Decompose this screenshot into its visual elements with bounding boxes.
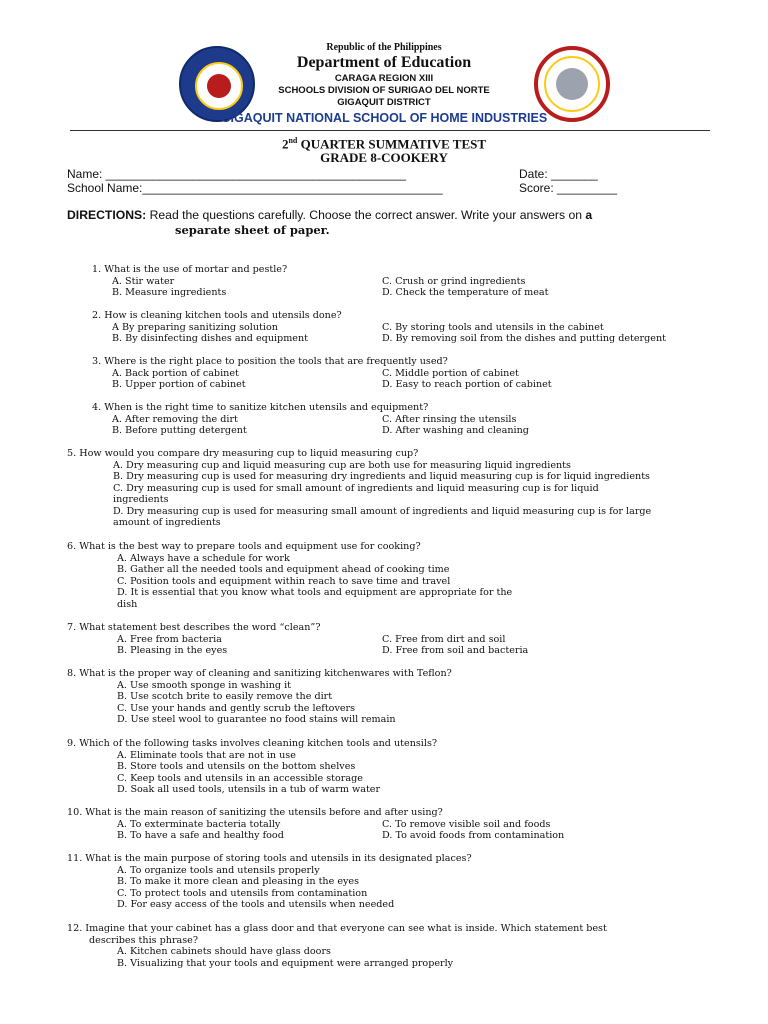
answer-option: amount of ingredients	[113, 517, 221, 528]
answer-option: B. To have a safe and healthy food	[117, 830, 284, 841]
answer-option: B. To make it more clean and pleasing in the eyes	[117, 876, 360, 887]
question-text: 11. What is the main purpose of storing tools and utensils in its designated places?	[67, 853, 472, 864]
question-text: 9. Which of the following tasks involves cleaning kitchen tools and utensils?	[67, 738, 438, 749]
answer-option: C. After rinsing the utensils	[382, 413, 517, 425]
republic-line: Republic of the Philippines	[326, 42, 442, 53]
question-text: 6. What is the best way to prepare tools and equipment use for cooking?	[67, 541, 421, 552]
answer-option: D. Use steel wool to guarantee no food stains will remain	[117, 714, 396, 725]
answer-option: D. To avoid foods from contamination	[382, 830, 565, 841]
answer-option: D. Soak all used tools, utensils in a tub of warm water	[117, 784, 381, 795]
question-text: 5. How would you compare dry measuring cup to liquid measuring cup?	[67, 448, 419, 459]
answer-option: A. Back portion of cabinet	[112, 367, 239, 379]
answer-option: C. To protect tools and utensils from contamination	[117, 887, 368, 899]
division-line: SCHOOLS DIVISION OF SURIGAO DEL NORTE	[278, 85, 490, 96]
answer-option: A. Stir water	[112, 275, 175, 287]
answer-option: D. For easy access of the tools and utensils when needed	[117, 899, 395, 910]
answer-option: B. Measure ingredients	[112, 287, 227, 298]
directions: DIRECTIONS: Read the questions carefully. Choose the correct answer. Write your answers on a	[67, 208, 593, 222]
test-title: 2nd QUARTER SUMMATIVE TEST	[281, 136, 487, 152]
answer-option: A. Free from bacteria	[117, 633, 222, 645]
header-rule	[70, 130, 710, 131]
answer-option: D. It is essential that you know what tools and equipment are appropriate for the	[117, 587, 513, 598]
score-field[interactable]: Score: _________	[519, 181, 618, 195]
date-field[interactable]: Date: _______	[519, 167, 598, 181]
department-title: Department of Education	[296, 54, 472, 71]
region-line: CARAGA REGION XIII	[334, 73, 434, 84]
answer-option: B. Pleasing in the eyes	[117, 645, 228, 656]
answer-option: A. Use smooth sponge in washing it	[117, 679, 291, 691]
question-text: 4. When is the right time to sanitize kitchen utensils and equipment?	[92, 402, 429, 413]
question-text: 1. What is the use of mortar and pestle?	[92, 264, 288, 275]
answer-option: C. By storing tools and utensils in the cabinet	[382, 321, 604, 333]
answer-option: A. Kitchen cabinets should have glass doors	[117, 946, 331, 957]
school-name-field[interactable]: School Name:_____________________________________________	[67, 181, 443, 195]
answer-option: dish	[117, 598, 138, 610]
answer-option: B. Before putting detergent	[112, 425, 247, 436]
answer-option: A. To exterminate bacteria totally	[117, 818, 281, 830]
answer-option: D. Dry measuring cup is used for measuring small amount of ingredients and liquid measuring cup is for large	[113, 505, 652, 517]
answer-option: B. Upper portion of cabinet	[112, 379, 246, 390]
answer-option: B. By disinfecting dishes and equipment	[112, 333, 309, 344]
answer-option: C. Dry measuring cup is used for small amount of ingredients and liquid measuring cup is for liquid	[113, 482, 599, 494]
answer-option: A. Always have a schedule for work	[117, 552, 290, 564]
answer-option: D. Easy to reach portion of cabinet	[382, 379, 552, 390]
answer-option: C. Crush or grind ingredients	[382, 275, 526, 287]
school-name-heading: GIGAQUIT NATIONAL SCHOOL OF HOME INDUSTRIES	[220, 111, 548, 125]
directions-line2: separate sheet of paper.	[175, 223, 330, 237]
answer-option: C. Position tools and equipment within reach to save time and travel	[117, 575, 451, 587]
answer-option: C. Use your hands and gently scrub the leftovers	[117, 702, 356, 714]
answer-option: B. Use scotch brite to easily remove the dirt	[117, 691, 333, 702]
name-field[interactable]: Name: _____________________________________________	[67, 167, 406, 181]
answer-option: B. Gather all the needed tools and equipment ahead of cooking time	[117, 564, 450, 575]
answer-option: A. Eliminate tools that are not in use	[117, 749, 296, 761]
answer-option: B. Store tools and utensils on the bottom shelves	[117, 761, 356, 772]
answer-option: B. Visualizing that your tools and equipment were arranged properly	[117, 957, 454, 969]
answer-option: A. To organize tools and utensils properly	[117, 864, 320, 876]
answer-option: C. Middle portion of cabinet	[382, 367, 519, 379]
answer-option: D. By removing soil from the dishes and putting detergent	[382, 333, 666, 344]
answer-option: D. Free from soil and bacteria	[382, 645, 529, 656]
question-text: 3. Where is the right place to position the tools that are frequently used?	[92, 356, 448, 367]
answer-option: B. Dry measuring cup is used for measuring dry ingredients and liquid measuring cup is for liquid ingredients	[113, 471, 650, 482]
answer-option: ingredients	[113, 494, 169, 505]
answer-option: A. Dry measuring cup and liquid measuring cup are both use for measuring liquid ingredients	[113, 459, 571, 471]
answer-option: C. Free from dirt and soil	[382, 633, 506, 645]
district-line: GIGAQUIT DISTRICT	[337, 97, 431, 108]
answer-option: A. After removing the dirt	[112, 413, 238, 425]
answer-option: A By preparing sanitizing solution	[112, 321, 278, 333]
question-text: 10. What is the main reason of sanitizing the utensils before and after using?	[67, 807, 443, 818]
grade-title: GRADE 8-COOKERY	[320, 150, 448, 165]
question-text: 2. How is cleaning kitchen tools and utensils done?	[92, 310, 342, 321]
question-text-cont: describes this phrase?	[89, 934, 199, 946]
answer-option: C. To remove visible soil and foods	[382, 818, 551, 830]
question-text: 8. What is the proper way of cleaning and sanitizing kitchenwares with Teflon?	[67, 668, 452, 679]
answer-option: D. After washing and cleaning	[382, 425, 529, 436]
question-text: 7. What statement best describes the word “clean”?	[67, 622, 321, 633]
answer-option: D. Check the temperature of meat	[382, 287, 549, 298]
answer-option: C. Keep tools and utensils in an accessible storage	[117, 772, 363, 784]
question-text: 12. Imagine that your cabinet has a glass door and that everyone can see what is inside. Which statement best	[67, 923, 607, 934]
